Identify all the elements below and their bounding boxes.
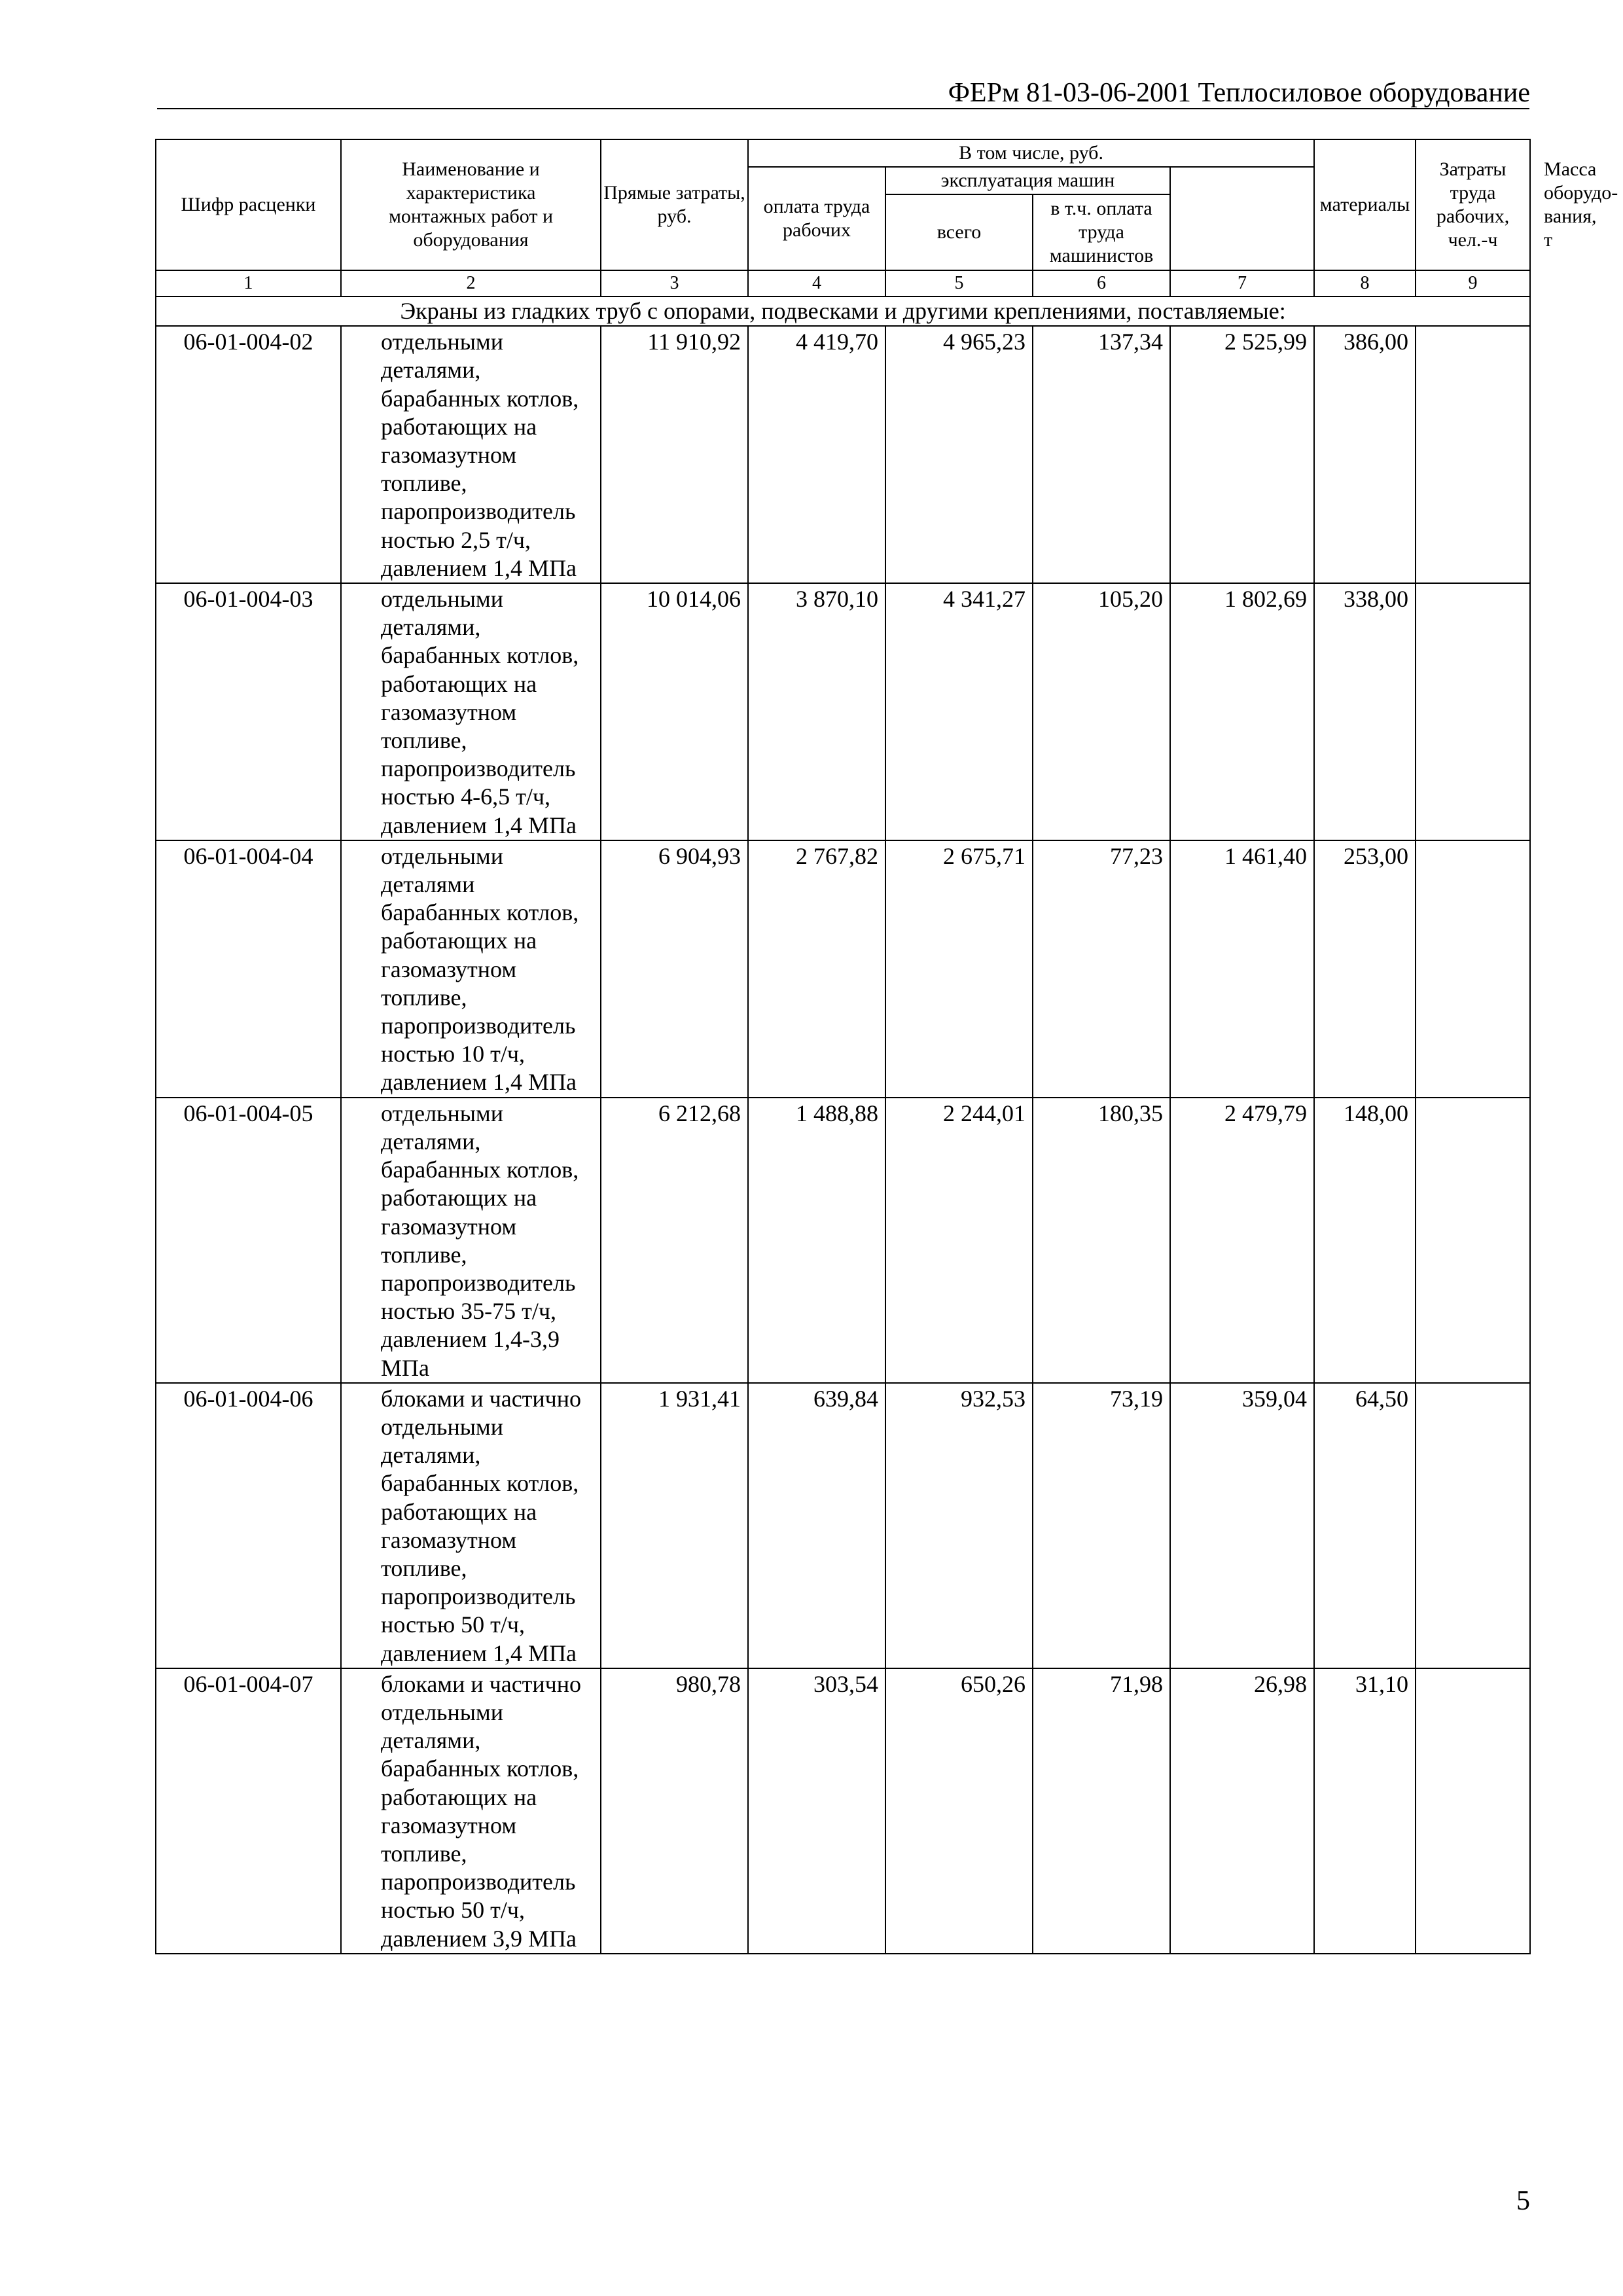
rate-code: 06-01-004-07 [156, 1668, 341, 1954]
labor-pay: 303,54 [748, 1668, 885, 1954]
table-row [156, 1098, 1530, 1383]
direct-costs: 980,78 [601, 1668, 748, 1954]
page-number: 5 [1516, 2186, 1530, 2216]
equipment-mass [1416, 1668, 1530, 1954]
section-row [156, 296, 1530, 326]
table-row [156, 326, 1530, 583]
machine-total: 4 965,23 [885, 326, 1033, 583]
machinist-pay: 180,35 [1033, 1098, 1170, 1383]
equipment-mass [1416, 840, 1530, 1098]
column-number: 8 [1314, 270, 1416, 296]
materials: 26,98 [1170, 1668, 1314, 1954]
materials: 2 525,99 [1170, 326, 1314, 583]
direct-costs: 11 910,92 [601, 326, 748, 583]
labor-pay: 4 419,70 [748, 326, 885, 583]
rate-code: 06-01-004-05 [156, 1098, 341, 1383]
section-title: Экраны из гладких труб с опорами, подвесками и другими креплениями, поставляемые: [156, 296, 1530, 326]
header-machinist-pay: в т.ч. оплата труда машинистов [1033, 194, 1170, 270]
machine-total: 650,26 [885, 1668, 1033, 1954]
labor-cost: 31,10 [1314, 1668, 1416, 1954]
rate-code: 06-01-004-06 [156, 1383, 341, 1668]
labor-cost: 253,00 [1314, 840, 1416, 1098]
machine-total: 2 244,01 [885, 1098, 1033, 1383]
machinist-pay: 105,20 [1033, 583, 1170, 840]
direct-costs: 10 014,06 [601, 583, 748, 840]
equipment-mass [1416, 1383, 1530, 1668]
labor-pay: 2 767,82 [748, 840, 885, 1098]
column-number: 9 [1416, 270, 1530, 296]
header-including: В том числе, руб. [748, 139, 1314, 167]
header-divider [157, 108, 1529, 109]
equipment-mass [1416, 1098, 1530, 1383]
materials: 359,04 [1170, 1383, 1314, 1668]
machinist-pay: 77,23 [1033, 840, 1170, 1098]
table-row [156, 1668, 1530, 1954]
document-header-title: ФЕРм 81-03-06-2001 Теплосиловое оборудование [948, 78, 1530, 108]
column-number: 1 [156, 270, 341, 296]
rate-code: 06-01-004-02 [156, 326, 341, 583]
labor-pay: 3 870,10 [748, 583, 885, 840]
work-description: отдельными деталями, барабанных котлов, работающих на газомазутном топливе, паропроизводитель ностью 2,5 т/ч, давлением 1,4 МПа [341, 326, 601, 583]
machine-total: 932,53 [885, 1383, 1033, 1668]
work-description: блоками и частично отдельными деталями, барабанных котлов, работающих на газомазутном топливе, паропроизводитель ностью 50 т/ч, давлением 3,9 МПа [341, 1668, 601, 1954]
column-number: 2 [341, 270, 601, 296]
equipment-mass [1416, 583, 1530, 840]
labor-pay: 639,84 [748, 1383, 885, 1668]
column-number-row [156, 270, 1530, 296]
header-blank [1170, 167, 1314, 270]
table-row [156, 840, 1530, 1098]
equipment-mass [1416, 326, 1530, 583]
machinist-pay: 71,98 [1033, 1668, 1170, 1954]
machine-total: 4 341,27 [885, 583, 1033, 840]
labor-pay: 1 488,88 [748, 1098, 885, 1383]
materials: 2 479,79 [1170, 1098, 1314, 1383]
header-direct-costs: Прямые затраты, руб. [601, 139, 748, 270]
column-number: 5 [885, 270, 1033, 296]
column-number: 6 [1033, 270, 1170, 296]
labor-cost: 386,00 [1314, 326, 1416, 583]
work-description: отдельными деталями, барабанных котлов, работающих на газомазутном топливе, паропроизводитель ностью 35-75 т/ч, давлением 1,4-3,9 МПа [341, 1098, 601, 1383]
work-description: отдельными деталями, барабанных котлов, работающих на газомазутном топливе, паропроизводитель ностью 4-6,5 т/ч, давлением 1,4 МПа [341, 583, 601, 840]
materials: 1 802,69 [1170, 583, 1314, 840]
table-row [156, 583, 1530, 840]
header-machine-operation: эксплуатация машин [885, 167, 1170, 194]
labor-cost: 64,50 [1314, 1383, 1416, 1668]
labor-cost: 148,00 [1314, 1098, 1416, 1383]
table-header: Шифр расценки Наименование и характеристика монтажных работ и оборудования Прямые затраты, руб. В том числе, руб. материалы Затраты труда рабочих, чел.-ч Масса оборудо-вания, т оплата труда рабочих эксплуатация машин всего в т.ч. оплата труда машинистов 1 2 3 4 5 6 7 8 9 [156, 139, 1530, 296]
machinist-pay: 73,19 [1033, 1383, 1170, 1668]
header-machine-total: всего [885, 194, 1033, 270]
rates-table [155, 139, 1618, 1954]
direct-costs: 1 931,41 [601, 1383, 748, 1668]
machine-total: 2 675,71 [885, 840, 1033, 1098]
work-description: блоками и частично отдельными деталями, барабанных котлов, работающих на газомазутном топливе, паропроизводитель ностью 50 т/ч, давлением 1,4 МПа [341, 1383, 601, 1668]
rate-code: 06-01-004-04 [156, 840, 341, 1098]
table-row [156, 1383, 1530, 1668]
header-name: Наименование и характеристика монтажных работ и оборудования [341, 139, 601, 270]
header-labor-pay: оплата труда рабочих [748, 167, 885, 270]
machinist-pay: 137,34 [1033, 326, 1170, 583]
direct-costs: 6 212,68 [601, 1098, 748, 1383]
rate-code: 06-01-004-03 [156, 583, 341, 840]
table-body [156, 296, 1530, 1954]
column-number: 4 [748, 270, 885, 296]
work-description: отдельными деталями барабанных котлов, работающих на газомазутном топливе, паропроизводитель ностью 10 т/ч, давлением 1,4 МПа [341, 840, 601, 1098]
column-number: 7 [1170, 270, 1314, 296]
labor-cost: 338,00 [1314, 583, 1416, 840]
header-code: Шифр расценки [156, 139, 341, 270]
column-number: 3 [601, 270, 748, 296]
materials: 1 461,40 [1170, 840, 1314, 1098]
header-labor-cost: Затраты труда рабочих, чел.-ч [1416, 139, 1530, 270]
header-materials: материалы [1314, 139, 1416, 270]
direct-costs: 6 904,93 [601, 840, 748, 1098]
